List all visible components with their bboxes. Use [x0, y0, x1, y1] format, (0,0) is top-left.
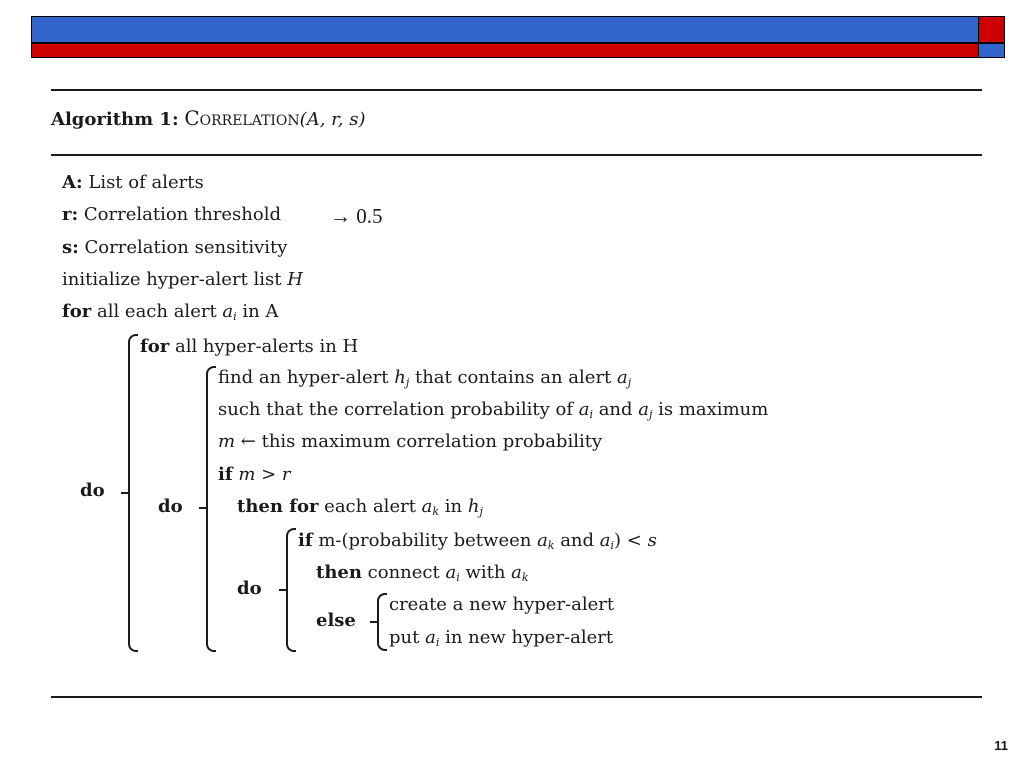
bottom-rule — [51, 696, 982, 698]
if2-and: and — [554, 530, 600, 551]
init-text: initialize hyper-alert list — [62, 269, 288, 290]
param-r-desc: Correlation threshold — [83, 204, 282, 225]
header-square-red — [978, 16, 1005, 43]
header-bar-blue — [31, 16, 979, 43]
then-var: a — [421, 496, 433, 517]
param-s-key: s: — [62, 237, 79, 258]
brace-outer-notch — [121, 492, 128, 494]
such-text-c: is maximum — [652, 399, 769, 420]
for2-keyword: for — [140, 336, 170, 357]
brace-else — [377, 593, 387, 651]
find-hsub: j — [405, 376, 410, 389]
if2-text-b: ) < — [614, 530, 648, 551]
then2-line — [316, 562, 529, 589]
header-square-blue — [978, 43, 1005, 58]
then-h: h — [467, 496, 480, 517]
then-keyword: then for — [237, 496, 319, 517]
if2-v1sub: k — [547, 539, 555, 552]
brace-middle — [206, 366, 216, 652]
param-r-key: r: — [62, 204, 79, 225]
do-label-3: do — [237, 578, 262, 599]
if2-line — [298, 530, 657, 557]
param-a-key: A: — [62, 172, 83, 193]
init-line — [62, 269, 303, 291]
then-text: each alert — [318, 496, 422, 517]
brace-outer — [128, 334, 138, 652]
page-number: 11 — [994, 738, 1008, 753]
then2-text: connect — [361, 562, 446, 583]
param-s — [62, 237, 287, 259]
for2-text: all hyper-alerts in H — [169, 336, 359, 357]
if2-v1: a — [537, 530, 548, 551]
such-v2sub: j — [649, 408, 653, 421]
put-sub: i — [435, 636, 440, 649]
then-sub: k — [432, 505, 440, 518]
create-line: create a new hyper-alert — [389, 594, 615, 615]
find-text-a: find an hyper-alert — [218, 367, 395, 388]
top-rule — [51, 89, 982, 91]
brace-else-notch — [370, 621, 377, 623]
else-keyword: else — [316, 610, 356, 631]
if-line — [218, 464, 291, 486]
brace-inner — [286, 528, 296, 652]
param-a — [62, 172, 204, 194]
do-label-2: do — [158, 496, 183, 517]
then2-v1sub: i — [456, 571, 460, 584]
param-r — [62, 204, 281, 226]
algorithm-title — [51, 107, 365, 131]
such-v1sub: i — [589, 408, 593, 421]
put-var: a — [425, 627, 436, 648]
then2-v2: a — [511, 562, 522, 583]
such-text-b: and — [592, 399, 639, 420]
then-in: in — [439, 496, 468, 517]
if2-s: s — [647, 530, 657, 551]
then2-keyword: then — [316, 562, 362, 583]
if2-text-a: m-(probability between — [312, 530, 538, 551]
for-var: a — [222, 301, 234, 322]
m-line — [218, 431, 602, 453]
title-rule — [51, 154, 982, 156]
if2-keyword: if — [298, 530, 313, 551]
if-expr: m > r — [232, 464, 291, 485]
if-keyword: if — [218, 464, 233, 485]
such-v2: a — [638, 399, 649, 420]
param-s-desc: Correlation sensitivity — [84, 237, 288, 258]
such-line — [218, 399, 768, 426]
find-h: h — [394, 367, 406, 388]
param-a-desc: List of alerts — [88, 172, 204, 193]
m-text: ← this maximum correlation probability — [235, 431, 603, 452]
brace-inner-notch — [279, 589, 286, 591]
put-text-a: put — [389, 627, 426, 648]
algorithm-label: Algorithm 1: — [51, 109, 179, 130]
if2-v2: a — [599, 530, 611, 551]
header-bar-red — [31, 43, 979, 58]
for2-line — [140, 336, 358, 358]
find-line — [218, 367, 631, 394]
then2-v2sub: k — [521, 571, 529, 584]
init-var: H — [287, 269, 303, 290]
for-keyword: for — [62, 301, 92, 322]
then2-v1: a — [445, 562, 457, 583]
for-line — [62, 301, 278, 328]
find-a: a — [617, 367, 628, 388]
then-line — [237, 496, 483, 523]
brace-middle-notch — [199, 507, 206, 509]
for-text-b: in A — [236, 301, 279, 322]
do-label-1: do — [80, 480, 105, 501]
then2-with: with — [459, 562, 512, 583]
if2-v2sub: i — [610, 539, 615, 552]
find-asub: j — [627, 376, 632, 389]
such-text-a: such that the correlation probability of — [218, 399, 579, 420]
algorithm-name: Correlation — [184, 106, 300, 130]
find-text-b: that contains an alert — [409, 367, 617, 388]
for-sub: i — [233, 310, 237, 323]
for-text-a: all each alert — [91, 301, 223, 322]
algorithm-args: (A, r, s) — [299, 109, 366, 130]
such-v1: a — [578, 399, 590, 420]
put-text-b: in new hyper-alert — [439, 627, 614, 648]
then-hsub: j — [479, 505, 483, 518]
put-line — [389, 627, 613, 654]
m-var: m — [218, 431, 236, 452]
threshold-annotation: → 0.5 — [330, 204, 383, 228]
